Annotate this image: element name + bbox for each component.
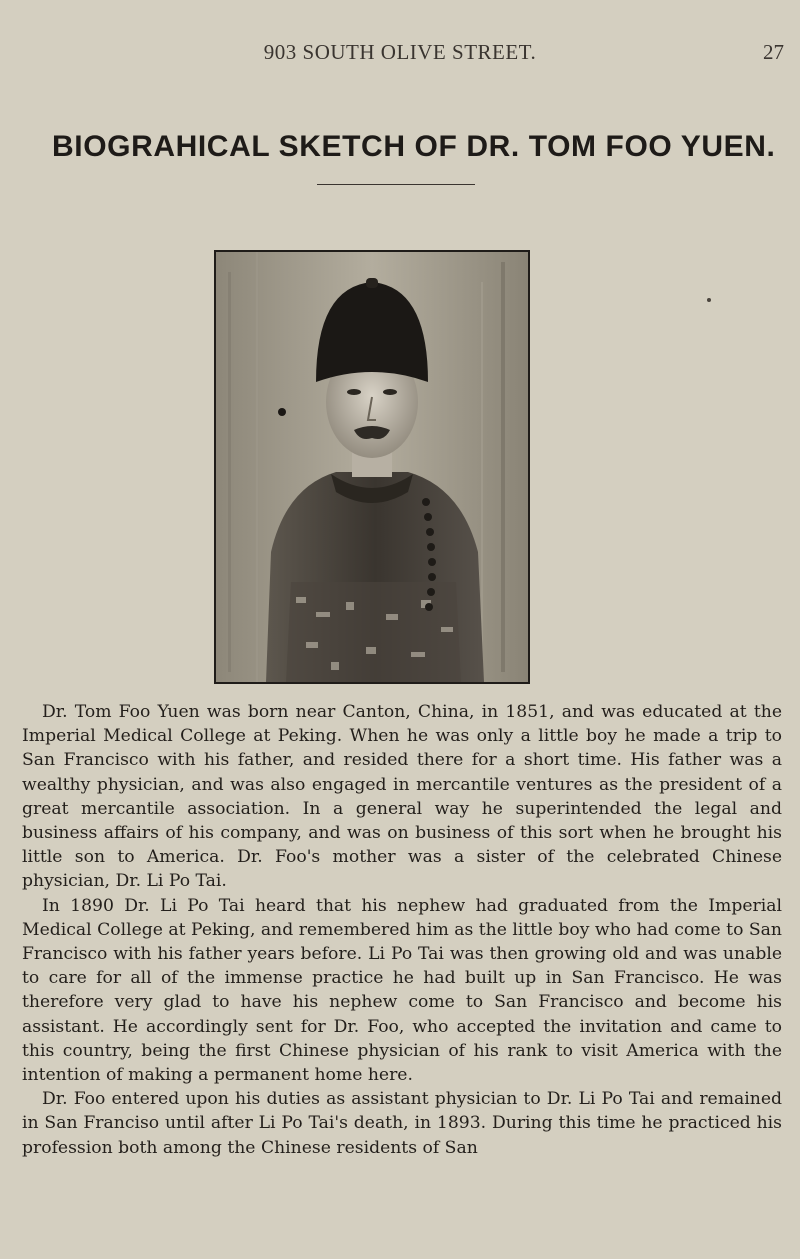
paragraph-2: In 1890 Dr. Li Po Tai heard that his nephew had graduated from the Imperial Medical College at Peking, and remembered him as the little boy who had come to San Francisco with his father years before. Li Po Tai was then growing old and was unable to care for all of the immense practice he had built up in San Francisco. He was therefore very glad to have his nephew come to San Francisco and become his assistant. He accordingly sent for Dr. Foo, who accepted the invitation and came to this country, being the first Chinese physician of his rank to visit America with the intention of making a permanent home here. <box>22 895 782 1086</box>
running-head <box>0 40 800 68</box>
title-divider <box>317 184 475 185</box>
running-head-title: 903 SOUTH OLIVE STREET. <box>263 40 537 64</box>
paragraph-3: Dr. Foo entered upon his duties as assistant physician to Dr. Li Po Tai and remained in San Franciso until after Li Po Tai's death, in 1893. During this time he practiced his profession both among the Chinese residents of San <box>22 1089 782 1158</box>
page-number: 27 <box>763 40 784 64</box>
body-text <box>22 700 782 1160</box>
portrait-image <box>216 252 528 682</box>
paragraph-1: Dr. Tom Foo Yuen was born near Canton, China, in 1851, and was educated at the Imperial Medical College at Peking. When he was only a little boy he made a trip to San Francisco with his father, and resided there for a short time. His father was a wealthy physician, and was also engaged in mercantile ventures as the president of a great mercantile association. In a general way he superintended the legal and business affairs of his company, and was on business of this sort when he brought his little son to America. Dr. Foo's mother was a sister of the celebrated Chinese physician, Dr. Li Po Tai. <box>22 702 782 892</box>
page-title: BIOGRAHICAL SKETCH OF DR. TOM FOO YUEN. <box>52 130 776 163</box>
paper-speck <box>707 298 711 302</box>
portrait-photo <box>214 250 530 684</box>
